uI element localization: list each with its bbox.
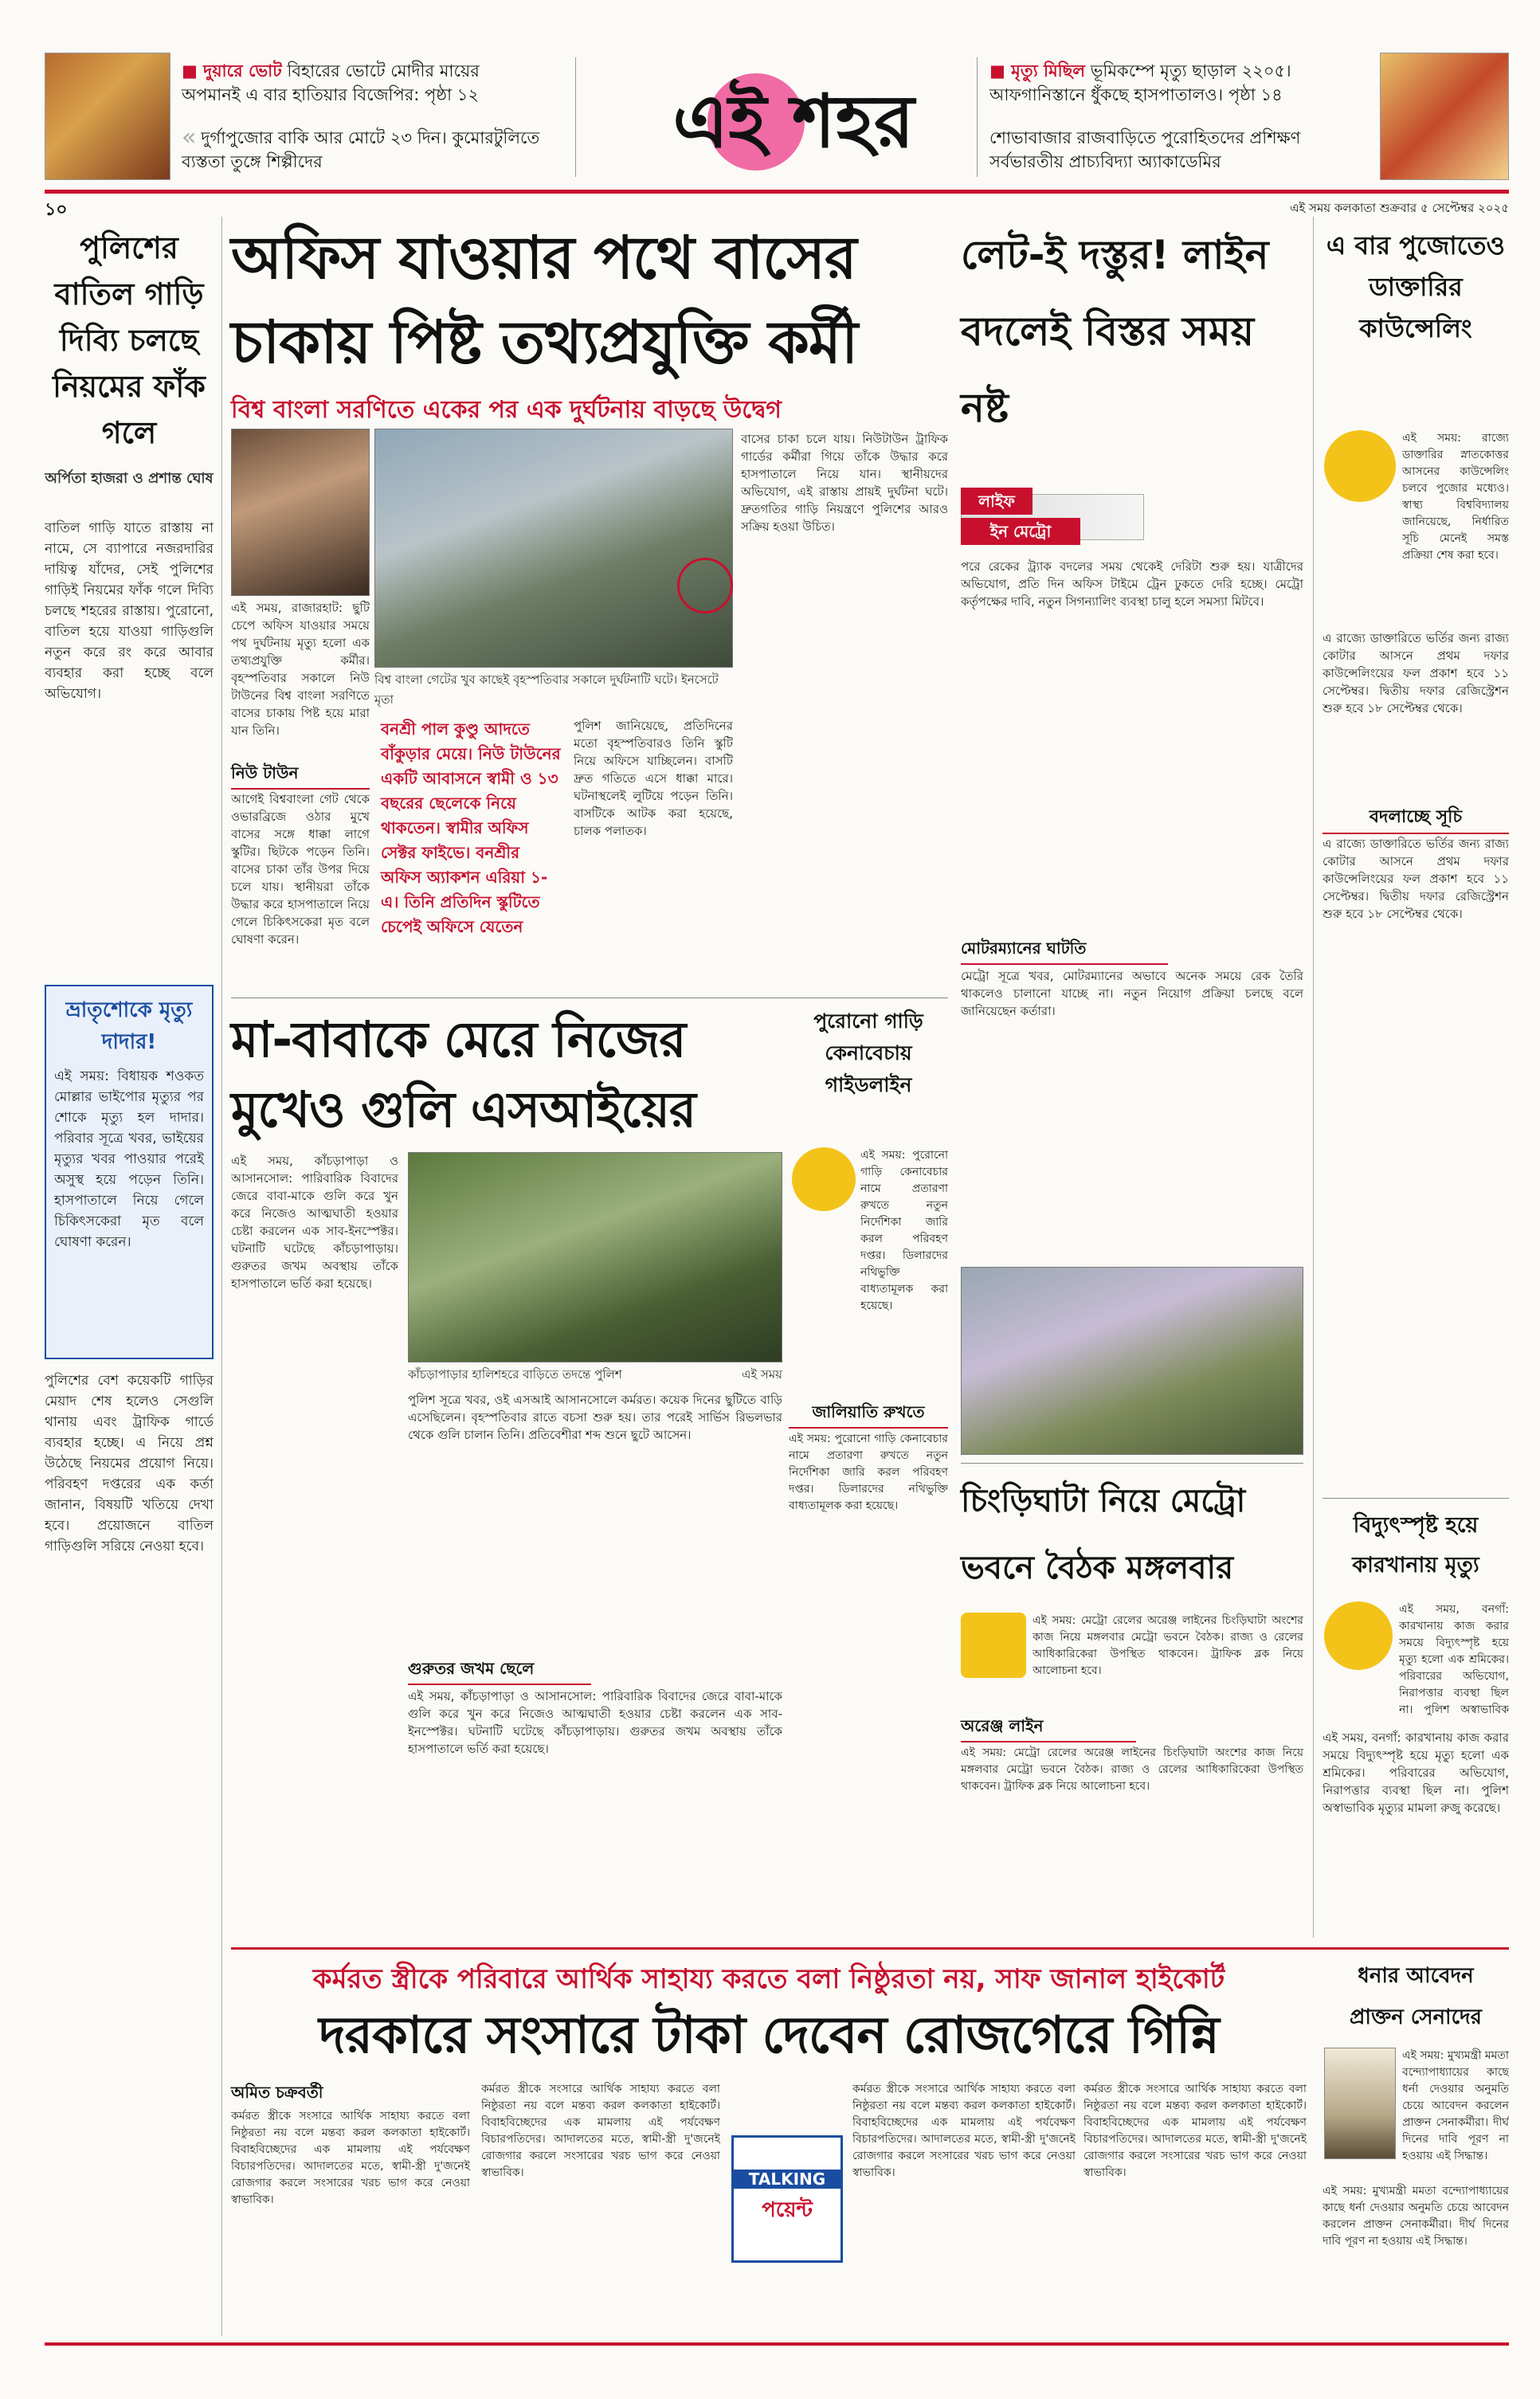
bottom-rule — [231, 1947, 1509, 1950]
story2-photo-caption: কাঁচড়াপাড়ার হালিশহরে বাড়িতে তদন্তে পুলিশ — [408, 1367, 622, 1382]
metro-badge-bottom: ইন মেট্রো — [961, 518, 1080, 545]
dhorna-photo — [1324, 2048, 1396, 2159]
teaser-thumbnail-left — [45, 53, 170, 180]
info-box — [45, 985, 214, 1359]
metro-photo — [961, 1267, 1303, 1455]
doctor-body-2: এ রাজ্যে ডাক্তারিতে ভর্তির জন্য রাজ্য কোটার আসনে প্রথম দফার কাউন্সেলিংয়ের ফল প্রকাশ হবে ১১ সেপ্টেম্বর। দ্বিতীয় দফার রেজিস্ট্রেশন শুরু হবে ১৮ সেপ্টেম্বর থেকে। — [1323, 631, 1509, 715]
chingri-body: এই সময়: মেট্রো রেলের অরেঞ্জ লাইনের চিংড়িঘাটা অংশের কাজ নিয়ে মঙ্গলবার মেট্রো ভবনে বৈঠক। রাজ্য ও রেলের আধিকারিকেরা উপস্থিত থাকবেন। ট্রাফিক ব্লক নিয়ে আলোচনা হবে। — [1033, 1614, 1303, 1677]
bottom-body-3: কর্মরত স্ত্রীকে সংসারে আর্থিক সাহায্য করতে বলা নিষ্ঠুরতা নয় বলে মন্তব্য করল কলকাতা হাইকোর্ট। বিবাহবিচ্ছেদের এক মামলায় এই পর্যবেক্ষণ বিচারপতিদের। আদালতের মতে, স্বামী-স্ত্রী দু'জনেই রোজগার করলে সংসারের খরচ ভাগ করে নেওয়া স্বাভাবিক। — [852, 2083, 1076, 2179]
talking-badge-bottom: পয়েন্ট — [762, 2198, 813, 2222]
dateline: এই সময় কলকাতা শুক্রবার ৫ সেপ্টেম্বর ২০২৫ — [1290, 201, 1509, 215]
teaser-thumbnail-right — [1380, 53, 1509, 180]
bottom-body-1: কর্মরত স্ত্রীকে সংসারে আর্থিক সাহায্য করতে বলা নিষ্ঠুরতা নয় বলে মন্তব্য করল কলকাতা হাইকোর্ট। বিবাহবিচ্ছেদের এক মামলায় এই পর্যবেক্ষণ বিচারপতিদের। আদালতের মতে, স্বামী-স্ত্রী দু'জনেই রোজগার করলে সংসারের খরচ ভাগ করে নেওয়া স্বাভাবিক। — [231, 2110, 470, 2206]
lead-quote: বনশ্রী পাল কুণ্ডু আদতে বাঁকুড়ার মেয়ে। নিউ টাউনের একটি আবাসনে স্বামী ও ১৩ বছরের ছেলেকে নিয়ে থাকতেন। স্বামীর অফিস সেক্টর ফাইভে। বনশ্রীর অফিস অ্যাকশন এরিয়া ১-এ। তিনি প্রতিদিন স্কুটিতে চেপেই অফিসে যেতেন — [381, 719, 561, 936]
doctor-body: এই সময়: রাজ্যে ডাক্তারির স্নাতকোত্তর আসনের কাউন্সেলিং চলবে পুজোর মধ্যেও। স্বাস্থ্য বিশ্ববিদ্যালয় জানিয়েছে, নির্ধারিত সূচি মেনেই সমস্ত প্রক্রিয়া শেষ করা হবে। — [1402, 432, 1509, 562]
dhorna-body: এই সময়: মুখ্যমন্ত্রী মমতা বন্দ্যোপাধ্যায়ের কাছে ধর্না দেওয়ার অনুমতি চেয়ে আবেদন করলেন প্রাক্তন সেনাকর্মীরা। দীর্ঘ দিনের দাবি পূরণ না হওয়ায় এই সিদ্ধান্ত। — [1402, 2049, 1509, 2162]
masthead-title: এই শহর — [672, 78, 915, 164]
chingri-label: অরেঞ্জ লাইন — [961, 1715, 1136, 1742]
teaser-left-2[interactable]: « দুর্গাপুজোর বাকি আর মোটে ২৩ দিন। কুমোরটুলিতে ব্যস্ততা তুঙ্গে শিল্পীদের — [182, 123, 540, 171]
header-strip — [45, 49, 1509, 185]
lead-headline-line-1: অফিস যাওয়ার পথে বাসের — [231, 224, 856, 292]
story2-body-3: এই সময়, কাঁচড়াপাড়া ও আসানসোল: পারিবারিক বিবাদের জেরে বাবা-মাকে গুলি করে খুন করে নিজেও আত্মঘাতী হওয়ার চেষ্টা করলেন এক সাব-ইনস্পেক্টর। ঘটনাটি ঘটেছে কাঁচড়াপাড়ায়। গুরুতর জখম অবস্থায় তাঁকে হাসপাতালে ভর্তি করা হয়েছে। — [408, 1689, 782, 1756]
box-headline: ভ্রাতৃশোকে মৃত্যু দাদার! — [65, 998, 193, 1054]
column-divider — [221, 217, 222, 2336]
dhorna-headline-2: প্রাক্তন সেনাদের — [1350, 2005, 1482, 2029]
bottom-kicker: কর্মরত স্ত্রীকে পরিবারে আর্থিক সাহায্য করতে বলা নিষ্ঠুরতা নয়, সাফ জানাল হাইকোর্ট — [312, 1963, 1225, 1995]
doctor-headline: এ বার পুজোতেও ডাক্তারির কাউন্সেলিং — [1326, 230, 1506, 343]
lead-body-d: বাসের চাকা চলে যায়। নিউটাউন ট্রাফিক গার্ডের কর্মীরা গিয়ে তাঁকে উদ্ধার করে হাসপাতালে নিয়ে যান। স্থানীয়দের অভিযোগ, এই রাস্তায় প্রায়ই দুর্ঘটনা ঘটে। দ্রুতগতির গাড়ি নিয়ন্ত্রণে পুলিশের আরও সক্রিয় হওয়া উচিত। — [741, 432, 948, 534]
electric-shock-icon — [1324, 1601, 1393, 1670]
box-body: এই সময়: বিধায়ক শওকত মোল্লার ভাইপোর মৃত্যুর পর শোকে মৃত্যু হল দাদার। পরিবার সূত্রে খবর, ভাইয়ের মৃত্যুর খবর পাওয়ার পরেই অসুস্থ হয়ে পড়েন তিনি। হাসপাতালে নিয়ে গেলে চিকিৎসকেরা মৃত বলে ঘোষণা করেন। — [54, 1068, 204, 1250]
divider — [977, 57, 978, 177]
story2-photo-credit: এই সময় — [741, 1367, 782, 1382]
page-number: ১০ — [45, 200, 68, 220]
metro-headline: লেট-ই দস্তুর! লাইন বদলেই বিস্তর সময় নষ্ট — [961, 232, 1269, 431]
metro-body-2: মেট্রো সূত্রে খবর, মোটরম্যানের অভাবে অনেক সময়ে রেক তৈরি থাকলেও চালানো যাচ্ছে না। নতুন নিয়োগ প্রক্রিয়া চলছে বলে জানিয়েছেন কর্তারা। — [961, 969, 1303, 1018]
car-guide-label: জালিয়াতি রুখতে — [789, 1401, 948, 1429]
teaser-right-2[interactable]: শোভাবাজার রাজবাড়িতে পুরোহিতদের প্রশিক্ষণ সর্বভারতীয় প্রাচ্যবিদ্যা অ্যাকাডেমির — [989, 128, 1301, 171]
chevron-left-icon: « — [182, 123, 197, 151]
chingri-headline: চিংড়িঘাটা নিয়ে মেট্রো ভবনে বৈঠক মঙ্গলবার — [961, 1483, 1246, 1586]
metro-badge-top: লাইফ — [961, 488, 1033, 515]
divider — [575, 57, 576, 177]
car-icon — [792, 1147, 856, 1211]
dhorna-headline-1: ধনার আবেদন — [1358, 1964, 1474, 1988]
lead-inset-photo — [231, 429, 370, 596]
story2-headline-line-2: মুখেও গুলি এসআইয়ের — [231, 1080, 696, 1139]
left-body-1: বাতিল গাড়ি যাতে রাস্তায় না নামে, সে ব্যাপারে নজরদারির দায়িত্ব যাঁদের, সেই পুলিশের গাড়িই নিয়মের ফাঁক গলে দিব্যি চলছে শহরের রাস্তায়। পুরোনো, বাতিল হয়ে যাওয়া গাড়িগুলি নতুন করে রং করে আবার ব্যবহার করা হচ্ছে বলে অভিযোগ। — [45, 520, 214, 702]
footer-rule — [45, 2342, 1509, 2346]
electro-body-2: এই সময়, বনগাঁ: কারখানায় কাজ করার সময়ে বিদ্যুৎস্পৃষ্ট হয়ে মৃত্যু হলো এক শ্রমিকের। পরিবারের অভিযোগ, নিরাপত্তার ব্যবস্থা ছিল না। পুলিশ অস্বাভাবিক মৃত্যুর মামলা রুজু করেছে। — [1323, 1731, 1509, 1815]
masthead-rule — [45, 190, 1509, 194]
car-guide-body: এই সময়: পুরোনো গাড়ি কেনাবেচার নামে প্রতারণা রুখতে নতুন নির্দেশিকা জারি করল পরিবহণ দপ্তর। ডিলারদের নথিভুক্তি বাধ্যতামূলক করা হয়েছে। — [860, 1149, 948, 1312]
section-divider — [1323, 1498, 1509, 1499]
story2-label: গুরুতর জখম ছেলে — [408, 1657, 591, 1685]
lead-body-a: এই সময়, রাজারহাট: ছুটি চেপে অফিস যাওয়ার সময়ে পথ দুর্ঘটনায় মৃত্যু হলো এক তথ্যপ্রযুক্তি কর্মীর। বৃহস্পতিবার সকালে নিউ টাউনের বিশ্ব বাংলা সরণিতে বাসের চাকায় পিষ্ট হয়ে মারা যান তিনি। — [231, 601, 370, 738]
car-guide-body-2: এই সময়: পুরোনো গাড়ি কেনাবেচার নামে প্রতারণা রুখতে নতুন নির্দেশিকা জারি করল পরিবহণ দপ্তর। ডিলারদের নথিভুক্তি বাধ্যতামূলক করা হয়েছে। — [789, 1433, 948, 1512]
chingri-body-2: এই সময়: মেট্রো রেলের অরেঞ্জ লাইনের চিংড়িঘাটা অংশের কাজ নিয়ে মঙ্গলবার মেট্রো ভবনে বৈঠক। রাজ্য ও রেলের আধিকারিকেরা উপস্থিত থাকবেন। ট্রাফিক ব্লক নিয়ে আলোচনা হবে। — [961, 1746, 1303, 1793]
lead-body-b: আগেই বিশ্ববাংলা গেট থেকে ওভারব্রিজে ওঠার মুখে বাসের সঙ্গে ধাক্কা লাগে স্কুটির। ছিটকে পড়েন তিনি। বাসের চাকা তাঁর উপর দিয়ে চলে যায়। স্থানীয়রা তাঁকে উদ্ধার করে হাসপাতালে নিয়ে গেলে চিকিৎসকেরা মৃত বলে ঘোষণা করেন। — [231, 792, 370, 947]
electro-body: এই সময়, বনগাঁ: কারখানায় কাজ করার সময়ে বিদ্যুৎস্পৃষ্ট হয়ে মৃত্যু হলো এক শ্রমিকের। পরিবারের অভিযোগ, নিরাপত্তার ব্যবস্থা ছিল না। পুলিশ অস্বাভাবিক — [1399, 1603, 1509, 1716]
story2-photo — [408, 1152, 782, 1362]
bottom-body-4: কর্মরত স্ত্রীকে সংসারে আর্থিক সাহায্য করতে বলা নিষ্ঠুরতা নয় বলে মন্তব্য করল কলকাতা হাইকোর্ট। বিবাহবিচ্ছেদের এক মামলায় এই পর্যবেক্ষণ বিচারপতিদের। আদালতের মতে, স্বামী-স্ত্রী দু'জনেই রোজগার করলে সংসারের খরচ ভাগ করে নেওয়া স্বাভাবিক। — [1083, 2083, 1307, 2179]
column-divider — [1313, 217, 1314, 1938]
lead-photo — [374, 429, 733, 668]
left-headline: পুলিশের বাতিল গাড়ি দিব্যি চলছে নিয়মের ফাঁক গলে — [53, 230, 206, 450]
car-guide-headline: পুরোনো গাড়ি কেনাবেচায় গাইডলাইন — [813, 1009, 923, 1096]
story2-headline-line-1: মা-বাবাকে মেরে নিজের — [231, 1010, 686, 1068]
bottom-byline: অমিত চক্রবর্তী — [231, 2083, 323, 2102]
left-body-2: পুলিশের বেশ কয়েকটি গাড়ির মেয়াদ শেষ হলেও সেগুলি থানায় এবং ট্রাফিক গার্ডে ব্যবহার হচ্ছে। এ নিয়ে প্রশ্ন উঠেছে নিয়মের প্রয়োগ নিয়ে। পরিবহণ দপ্তরের এক কর্তা জানান, বিষয়টি খতিয়ে দেখা হবে। প্রয়োজনে বাতিল গাড়িগুলি সরিয়ে নেওয়া হবে। — [45, 1373, 214, 1554]
story2-body: এই সময়, কাঁচড়াপাড়া ও আসানসোল: পারিবারিক বিবাদের জেরে বাবা-মাকে গুলি করে খুন করে নিজেও আত্মঘাতী হওয়ার চেষ্টা করলেন এক সাব-ইনস্পেক্টর। ঘটনাটি ঘটেছে কাঁচড়াপাড়ায়। গুরুতর জখম অবস্থায় তাঁকে হাসপাতালে ভর্তি করা হয়েছে। — [231, 1154, 398, 1291]
section-divider — [961, 1463, 1303, 1464]
metro-label: মোটরম্যানের ঘাটতি — [961, 937, 1168, 965]
teaser-right-1[interactable]: ■ মৃত্যু মিছিল ভূমিকম্পে মৃত্যু ছাড়াল ২২০৫। আফগানিস্তানে ধুঁকছে হাসপাতালও। পৃষ্ঠা ১৪ — [989, 61, 1291, 104]
teaser-left-1[interactable]: ■ দুয়ারে ভোট বিহারের ভোটে মোদীর মায়ের অপমানই এ বার হাতিয়ার বিজেপির: পৃষ্ঠা ১২ — [182, 61, 480, 104]
lead-label: নিউ টাউন — [231, 762, 370, 790]
metro-icon — [961, 1613, 1026, 1678]
doctor-icon — [1324, 430, 1396, 502]
lead-photo-caption: বিশ্ব বাংলা গেটের খুব কাছেই বৃহস্পতিবার সকালে দুর্ঘটনাটি ঘটে। ইনসেটে মৃতা — [374, 672, 719, 707]
electro-headline: বিদ্যুৎস্পৃষ্ট হয়ে কারখানায় মৃত্যু — [1352, 1513, 1479, 1578]
left-byline: অর্পিতা হাজরা ও প্রশান্ত ঘোষ — [45, 470, 214, 487]
metro-body: পরে রেকের ট্র্যাক বদলের সময় থেকেই দেরিটা শুরু হয়। যাত্রীদের অভিযোগ, প্রতি দিন অফিস টাইমে ট্রেন ঢুকতে দেরি হচ্ছে। মেট্রো কর্তৃপক্ষের দাবি, নতুন সিগন্যালিং ব্যবস্থা চালু হলে সমস্যা মিটবে। — [961, 559, 1303, 609]
lead-subhead: বিশ্ব বাংলা সরণিতে একের পর এক দুর্ঘটনায় বাড়ছে উদ্বেগ — [231, 396, 782, 424]
accident-marker-circle — [677, 558, 733, 613]
talking-badge-top: TALKING — [734, 2170, 841, 2189]
bottom-headline: দরকারে সংসারে টাকা দেবেন রোজগেরে গিন্নি — [319, 2006, 1219, 2065]
story2-body-2: পুলিশ সূত্রে খবর, ওই এসআই আসানসোলে কর্মরত। কয়েক দিনের ছুটিতে বাড়ি এসেছিলেন। বৃহস্পতিবার রাতে বচসা শুরু হয়। তার পরেই সার্ভিস রিভলভার থেকে গুলি চালান তিনি। প্রতিবেশীরা শব্দ শুনে ছুটে আসেন। — [408, 1393, 782, 1442]
lead-body-c: পুলিশ জানিয়েছে, প্রতিদিনের মতো বৃহস্পতিবারও তিনি স্কুটি নিয়ে অফিসে যাচ্ছিলেন। বাসটি দ্রুত গতিতে এসে ধাক্কা মারে। ঘটনাস্থলেই লুটিয়ে পড়েন তিনি। বাসটিকে আটক করা হয়েছে, চালক পলাতক। — [574, 719, 733, 838]
talking-point-badge — [731, 2135, 843, 2263]
doctor-label: বদলাচ্ছে সূচি — [1323, 803, 1509, 834]
bottom-body-2: কর্মরত স্ত্রীকে সংসারে আর্থিক সাহায্য করতে বলা নিষ্ঠুরতা নয় বলে মন্তব্য করল কলকাতা হাইকোর্ট। বিবাহবিচ্ছেদের এক মামলায় এই পর্যবেক্ষণ বিচারপতিদের। আদালতের মতে, স্বামী-স্ত্রী দু'জনেই রোজগার করলে সংসারের খরচ ভাগ করে নেওয়া স্বাভাবিক। — [481, 2083, 720, 2179]
dhorna-body-2: এই সময়: মুখ্যমন্ত্রী মমতা বন্দ্যোপাধ্যায়ের কাছে ধর্না দেওয়ার অনুমতি চেয়ে আবেদন করলেন প্রাক্তন সেনাকর্মীরা। দীর্ঘ দিনের দাবি পূরণ না হওয়ায় এই সিদ্ধান্ত। — [1323, 2185, 1509, 2248]
doctor-body-3: এ রাজ্যে ডাক্তারিতে ভর্তির জন্য রাজ্য কোটার আসনে প্রথম দফার কাউন্সেলিংয়ের ফল প্রকাশ হবে ১১ সেপ্টেম্বর। দ্বিতীয় দফার রেজিস্ট্রেশন শুরু হবে ১৮ সেপ্টেম্বর থেকে। — [1323, 837, 1509, 921]
teaser-tag: দুয়ারে ভোট — [203, 61, 282, 80]
lead-headline-line-2: চাকায় পিষ্ট তথ্যপ্রযুক্তি কর্মী — [231, 308, 858, 377]
